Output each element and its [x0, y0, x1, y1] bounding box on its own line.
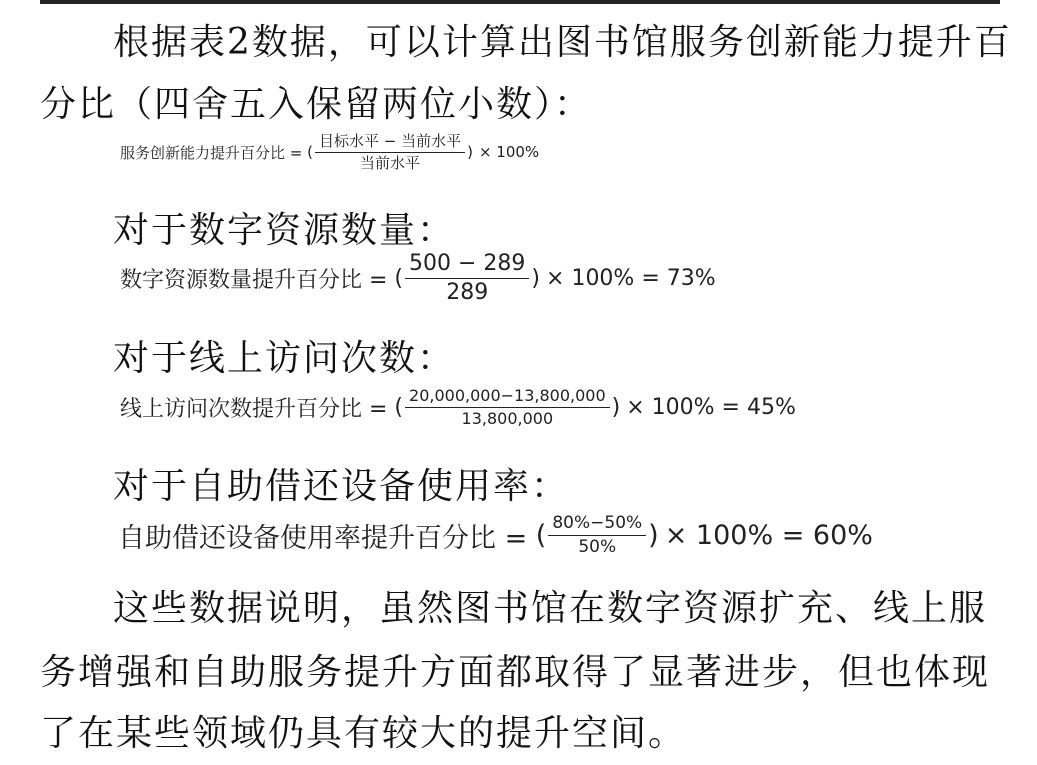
formula-online-visits	[120, 387, 796, 427]
formula-digital-resources	[120, 252, 716, 305]
formula-2-rhs: × 100% = 45%	[626, 394, 796, 420]
formula-3-lhs: 自助借还设备使用率提升百分比 =	[118, 522, 528, 554]
general-formula-lhs: 服务创新能力提升百分比 =	[120, 143, 303, 162]
formula-1-numerator: 500 − 289	[405, 252, 529, 279]
section-1-heading: 对于数字资源数量：	[113, 210, 456, 251]
top-rule	[40, 0, 1000, 4]
conclusion-line-3: 了在某些领域仍具有较大的提升空间。	[40, 713, 687, 754]
conclusion-line-2: 务增强和自助服务提升方面都取得了显著进步，但也体现	[40, 652, 991, 693]
formula-2-numerator: 20,000,000−13,800,000	[405, 387, 610, 408]
formula-2-lhs: 线上访问次数提升百分比 =	[120, 396, 388, 422]
formula-1-fraction	[405, 252, 529, 305]
formula-2-denominator: 13,800,000	[461, 408, 554, 428]
general-formula-fraction	[315, 133, 465, 171]
general-formula	[120, 133, 539, 171]
general-formula-numerator: 目标水平 − 当前水平	[315, 133, 465, 153]
section-2-heading: 对于线上访问次数：	[113, 338, 456, 379]
section-3-heading: 对于自助借还设备使用率：	[113, 466, 570, 507]
formula-3-denominator: 50%	[578, 536, 617, 557]
intro-line-2: 分比（四舍五入保留两位小数）：	[40, 84, 593, 125]
general-formula-rhs: × 100%	[478, 143, 540, 161]
open-paren: (	[387, 266, 404, 292]
intro-line-1: 根据表2数据，可以计算出图书馆服务创新能力提升百	[113, 22, 1012, 63]
formula-1-rhs: × 100% = 73%	[546, 266, 716, 292]
formula-1-denominator: 289	[446, 280, 489, 306]
formula-3-rhs: × 100% = 60%	[664, 519, 873, 551]
formula-2-fraction	[405, 387, 610, 427]
general-formula-denominator: 当前水平	[360, 153, 421, 172]
open-paren: (	[387, 394, 404, 420]
formula-3-fraction	[548, 514, 646, 556]
formula-1-lhs: 数字资源数量提升百分比 =	[120, 268, 388, 294]
formula-3-numerator: 80%−50%	[548, 514, 646, 536]
formula-self-service-usage	[118, 514, 873, 556]
open-paren: (	[302, 143, 313, 161]
open-paren: (	[527, 519, 547, 551]
close-paren: )	[611, 394, 621, 420]
close-paren: )	[648, 519, 659, 551]
close-paren: )	[531, 266, 541, 292]
conclusion-line-1: 这些数据说明，虽然图书馆在数字资源扩充、线上服	[113, 588, 988, 629]
close-paren: )	[467, 143, 473, 161]
